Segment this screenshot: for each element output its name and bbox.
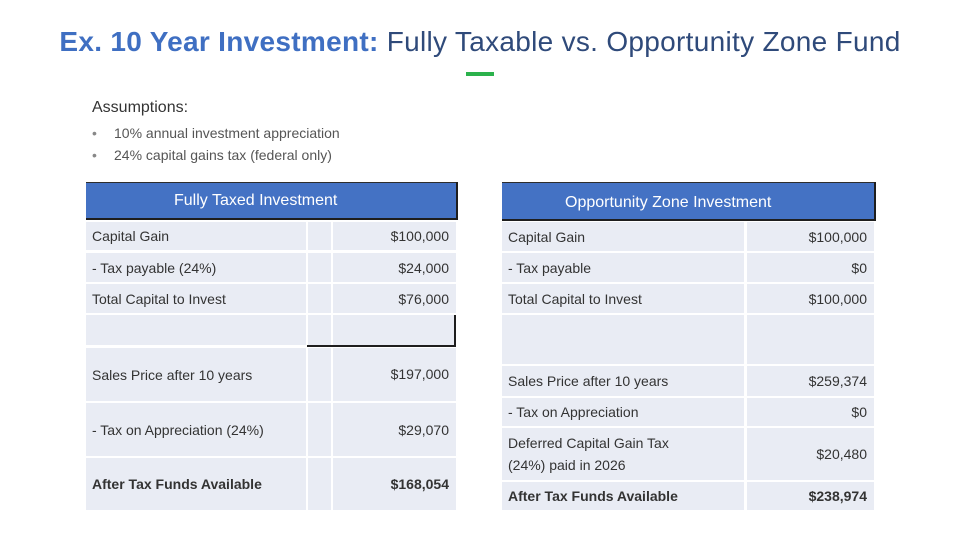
table-row-value: $20,480	[747, 428, 874, 480]
table-row-value: $100,000	[747, 222, 874, 251]
table-row-value: $29,070	[333, 403, 456, 456]
table-row-label: Total Capital to Invest	[502, 284, 744, 313]
assumptions-heading: Assumptions:	[92, 99, 189, 116]
table-row-label: - Tax payable (24%)	[86, 253, 306, 282]
table-row-value: $238,974	[747, 482, 874, 510]
table-empty-row	[86, 315, 306, 345]
table-empty-row	[333, 315, 456, 345]
table-row-value: $100,000	[333, 222, 456, 250]
table-row-label: Capital Gain	[502, 222, 744, 251]
title-accent-bar	[466, 72, 494, 76]
table-empty-row	[747, 315, 874, 364]
table-row-label: After Tax Funds Available	[86, 458, 306, 510]
table-row-value: $0	[747, 398, 874, 426]
table-row-label: - Tax on Appreciation (24%)	[86, 403, 306, 456]
table-row-value: $76,000	[333, 284, 456, 313]
table-row-label: Deferred Capital Gain Tax (24%) paid in 2026	[502, 428, 744, 480]
table-row-value: $24,000	[333, 253, 456, 282]
table-empty-row	[502, 315, 744, 364]
table-row-label: After Tax Funds Available	[502, 482, 744, 510]
page-title: Ex. 10 Year Investment: Fully Taxable vs. Opportunity Zone Fund	[59, 26, 901, 57]
assumption-item: • 24% capital gains tax (federal only)	[92, 147, 332, 163]
table-row-label: Sales Price after 10 years	[502, 366, 744, 396]
table-row-spacer	[308, 348, 331, 401]
table-row-spacer	[308, 403, 331, 456]
table-row-spacer	[308, 458, 331, 510]
assumption-item: • 10% annual investment appreciation	[92, 125, 340, 141]
assumptions-list	[92, 123, 340, 167]
table-row-spacer	[308, 315, 331, 345]
table-row-value: $197,000	[333, 348, 456, 401]
taxed-table-header: Fully Taxed Investment	[86, 182, 458, 220]
table-row-label: Total Capital to Invest	[86, 284, 306, 313]
table-row-label: - Tax payable	[502, 253, 744, 282]
table-row-label: Sales Price after 10 years	[86, 348, 306, 401]
cell-border	[454, 315, 456, 347]
table-row-spacer	[308, 222, 331, 250]
table-row-value: $0	[747, 253, 874, 282]
table-row-spacer	[308, 284, 331, 313]
cell-border	[307, 345, 456, 347]
table-row-label: - Tax on Appreciation	[502, 398, 744, 426]
table-row-value: $259,374	[747, 366, 874, 396]
table-row-value: $100,000	[747, 284, 874, 313]
table-row-label: Capital Gain	[86, 222, 306, 250]
oz-table-header: Opportunity Zone Investment	[502, 182, 876, 221]
table-row-value: $168,054	[333, 458, 456, 510]
table-row-spacer	[308, 253, 331, 282]
